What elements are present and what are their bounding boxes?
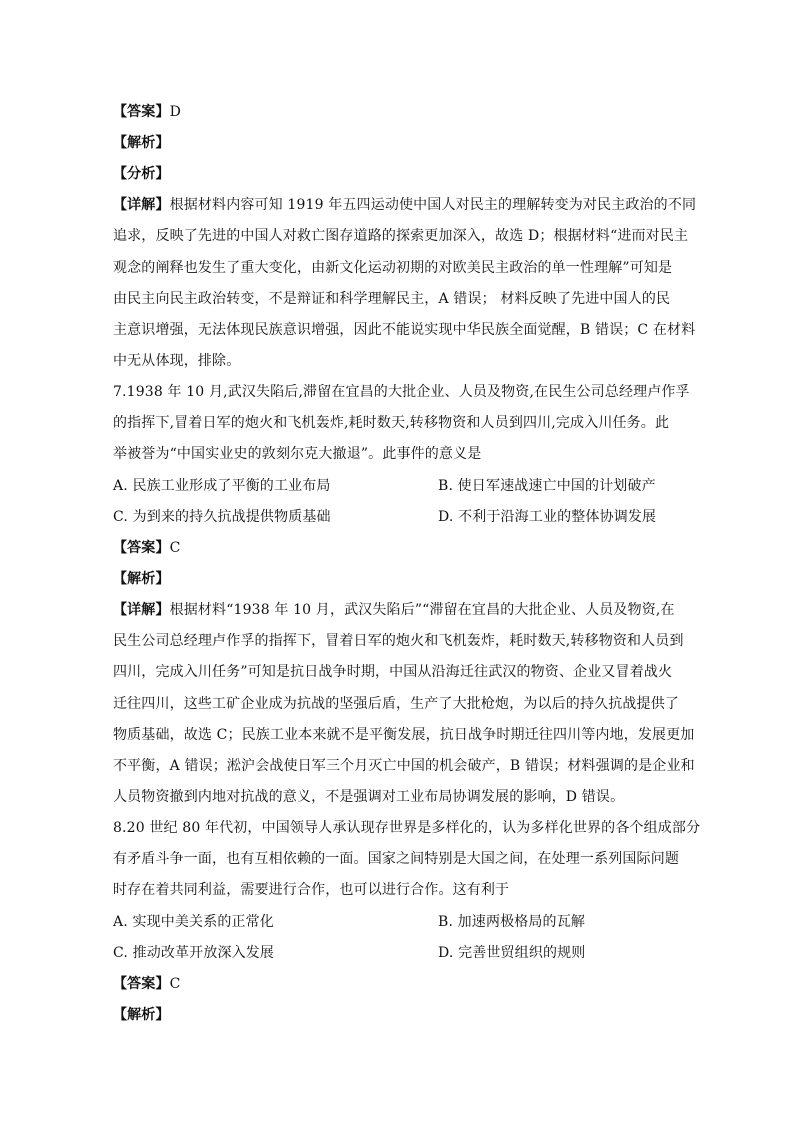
analysis-heading — [113, 569, 170, 589]
answer-value: C — [169, 540, 181, 556]
explanation-line: 民生公司总经理卢作孚的指挥下，冒着日军的炮火和飞机轰炸，耗时数天,转移物资和人员到 — [113, 633, 684, 649]
explanation-line: 主意识增强，无法体现民族意识增强，因此不能说实现中华民族全面觉醒，B 错误；C 在材料 — [113, 322, 696, 338]
explanation-line: 【详解】根据材料“1938 年 10 月，武汉失陷后”“滞留在宜昌的大批企业、人员及物资,在 — [113, 602, 675, 618]
answer-tag: 【答案】 — [113, 540, 170, 556]
explanation-tag: 【详解】 — [113, 602, 170, 618]
analysis-tag: 【解析】 — [113, 1007, 170, 1023]
option-d: D. 不利于沿海工业的整体协调发展 — [438, 509, 657, 525]
answer-line — [113, 974, 180, 994]
analysis-heading — [113, 133, 170, 153]
explanation-tag: 【详解】 — [113, 197, 170, 213]
question-7-stem: 的指挥下,冒着日军的炮火和飞机轰炸,耗时数天,转移物资和人员到四川,完成入川任务。此 — [113, 415, 670, 431]
explanation-line: 由民主向民主政治转变，不是辩证和科学理解民主，A 错误； 材料反映了先进中国人的民 — [113, 291, 671, 307]
option-b: B. 使日军速战速亡中国的计划破产 — [438, 478, 656, 494]
explanation-line: 中无从体现，排除。 — [113, 353, 241, 369]
option-a: A. 民族工业形成了平衡的工业布局 — [113, 478, 331, 494]
explanation-line: 追求，反映了先进的中国人对救亡图存道路的探索更加深入，故选 D；根据材料“进而对民主 — [113, 228, 689, 244]
analysis-tag: 【解析】 — [113, 135, 170, 151]
answer-tag: 【答案】 — [113, 976, 170, 992]
question-7-stem: 举被誉为“中国实业史的敦刻尔克大撤退”。此事件的意义是 — [113, 446, 482, 462]
explanation-line: 迁往四川，这些工矿企业成为抗战的坚强后盾，生产了大批枪炮，为以后的持久抗战提供了 — [113, 696, 679, 712]
option-a: A. 实现中美关系的正常化 — [113, 914, 274, 930]
option-d: D. 完善世贸组织的规则 — [438, 945, 586, 961]
option-c: C. 为到来的持久抗战提供物质基础 — [113, 509, 331, 525]
explanation-line: 四川，完成入川任务”可知是抗日战争时期，中国从沿海迁往武汉的物资、企业又冒着战火 — [113, 664, 673, 680]
answer-line — [113, 102, 181, 122]
option-c: C. 推动改革开放深入发展 — [113, 945, 275, 961]
fenxi-tag: 【分析】 — [113, 166, 170, 182]
explanation-line: 观念的阐释也发生了重大变化，由新文化运动初期的对欧美民主政治的单一性理解”可知是 — [113, 260, 673, 276]
answer-line — [113, 538, 180, 558]
explanation-line: 不平衡，A 错误；淞沪会战使日军三个月灭亡中国的机会破产，B 错误；材料强调的是企业和 — [113, 758, 695, 774]
answer-value: C — [169, 976, 181, 992]
question-8-stem: 8.20 世纪 80 年代初，中国领导人承认现存世界是多样化的，认为多样化世界的各个组成部分 — [113, 820, 701, 836]
question-8-stem: 有矛盾斗争一面，也有互相依赖的一面。国家之间特别是大国之间，在处理一系列国际问题 — [113, 851, 679, 867]
option-b: B. 加速两极格局的瓦解 — [438, 914, 585, 930]
answer-tag: 【答案】 — [113, 104, 170, 120]
explanation-line: 人员物资撤到内地对抗战的意义，不是强调对工业布局协调发展的影响，D 错误。 — [113, 789, 625, 805]
fenxi-heading — [113, 164, 170, 184]
analysis-heading — [113, 1005, 170, 1025]
explanation-line: 物质基础，故选 C；民族工业本来就不是平衡发展，抗日战争时期迁往四川等内地，发展更加 — [113, 727, 695, 743]
question-8-stem: 时存在着共同利益，需要进行合作，也可以进行合作。这有利于 — [113, 882, 510, 898]
answer-value: D — [169, 104, 181, 120]
explanation-line: 【详解】根据材料内容可知 1919 年五四运动使中国人对民主的理解转变为对民主政治的不同 — [113, 197, 697, 213]
analysis-tag: 【解析】 — [113, 571, 170, 587]
question-7-stem: 7.1938 年 10 月,武汉失陷后,滞留在宜昌的大批企业、人员及物资,在民生公司总经理卢作孚 — [113, 384, 690, 400]
